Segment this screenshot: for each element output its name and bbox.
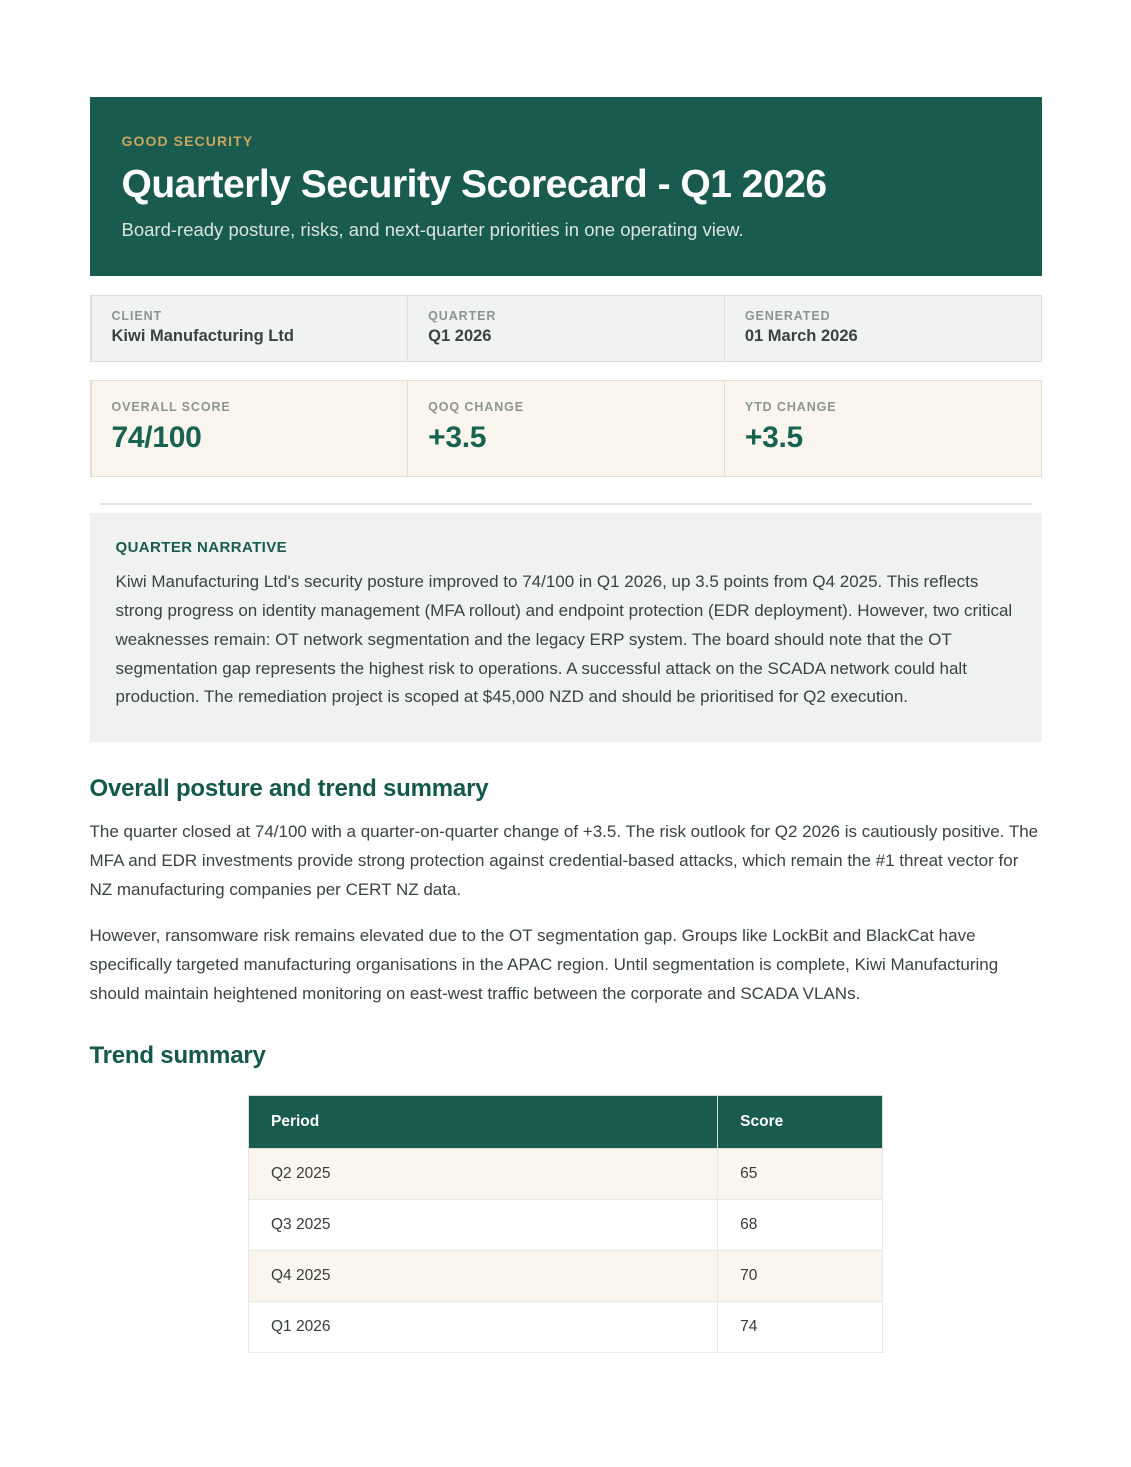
period-cell: Q1 2026 <box>249 1301 718 1352</box>
page-subtitle: Board-ready posture, risks, and next-quarter priorities in one operating view. <box>121 218 744 240</box>
period-cell: Q3 2025 <box>249 1199 718 1250</box>
score-cell: 74 <box>718 1301 883 1352</box>
table-row <box>249 1148 883 1199</box>
stat-cell <box>407 381 724 476</box>
trend-table-header-score: Score <box>718 1095 883 1148</box>
section-divider <box>100 503 1032 505</box>
stat-value: +3.5 <box>428 420 487 454</box>
meta-label: CLIENT <box>111 308 163 323</box>
period-cell: Q4 2025 <box>249 1250 718 1301</box>
stat-label: YTD CHANGE <box>744 399 837 414</box>
stat-cell <box>724 381 1041 476</box>
quarter-narrative-panel <box>90 513 1042 742</box>
posture-paragraph-2: However, ransomware risk remains elevated due to the OT segmentation gap. Groups like LockBit and BlackCat have specifically targeted manufacturing organisations in the APAC region. Until segmentation is complete, Kiwi Manufacturing should maintain heightened monitoring on east-west traffic between the corporate and SCADA VLANs. <box>89 926 999 1003</box>
page-title: Quarterly Security Scorecard - Q1 2026 <box>121 163 827 206</box>
meta-cell <box>407 296 724 361</box>
meta-value: Q1 2026 <box>428 326 492 345</box>
posture-section <box>90 775 1042 1008</box>
period-cell: Q2 2025 <box>249 1148 718 1199</box>
table-row <box>249 1250 883 1301</box>
stat-label: OVERALL SCORE <box>111 399 231 414</box>
meta-value: Kiwi Manufacturing Ltd <box>111 326 294 345</box>
narrative-text: Kiwi Manufacturing Ltd's security posture improved to 74/100 in Q1 2026, up 3.5 points from Q4 2025. This reflects strong progress on identity management (MFA rollout) and endpoint protection (EDR deployment). However, two critical weaknesses remain: OT network segmentation and the legacy ERP system. The board should note that the OT segmentation gap represents the highest risk to operations. A successful attack on the SCADA network could halt production. The remediation project is scoped at $45,000 NZD and should be prioritised for Q2 execution. <box>115 571 1013 707</box>
brand-eyebrow: GOOD SECURITY <box>121 133 254 149</box>
stat-row <box>90 380 1042 477</box>
score-cell: 65 <box>718 1148 883 1199</box>
table-row <box>249 1199 883 1250</box>
trend-table-header-period: Period <box>249 1095 718 1148</box>
trend-heading: Trend summary <box>89 1041 266 1069</box>
meta-cell <box>724 296 1041 361</box>
trend-table-head <box>249 1095 883 1148</box>
meta-label: QUARTER <box>428 308 497 323</box>
posture-heading: Overall posture and trend summary <box>89 775 489 803</box>
trend-table <box>248 1095 883 1353</box>
narrative-label: QUARTER NARRATIVE <box>115 538 288 556</box>
score-cell: 68 <box>718 1199 883 1250</box>
posture-paragraph-1: The quarter closed at 74/100 with a quarter-on-quarter change of +3.5. The risk outlook for Q2 2026 is cautiously positive. The MFA and EDR investments provide strong protection against credential-based attacks, which remain the #1 threat vector for NZ manufacturing companies per CERT NZ data. <box>89 822 1039 900</box>
meta-label: GENERATED <box>744 308 831 323</box>
stat-label: QOQ CHANGE <box>428 399 524 414</box>
report-page <box>90 0 1042 1467</box>
score-cell: 70 <box>718 1250 883 1301</box>
meta-cell <box>91 296 408 361</box>
stat-value: 74/100 <box>111 420 202 454</box>
hero-banner <box>90 97 1042 276</box>
table-row <box>249 1301 883 1352</box>
trend-table-body <box>249 1148 883 1352</box>
trend-section <box>90 1042 1042 1353</box>
stat-cell <box>91 381 408 476</box>
meta-row <box>90 295 1042 362</box>
meta-value: 01 March 2026 <box>744 326 858 345</box>
stat-value: +3.5 <box>744 420 803 454</box>
